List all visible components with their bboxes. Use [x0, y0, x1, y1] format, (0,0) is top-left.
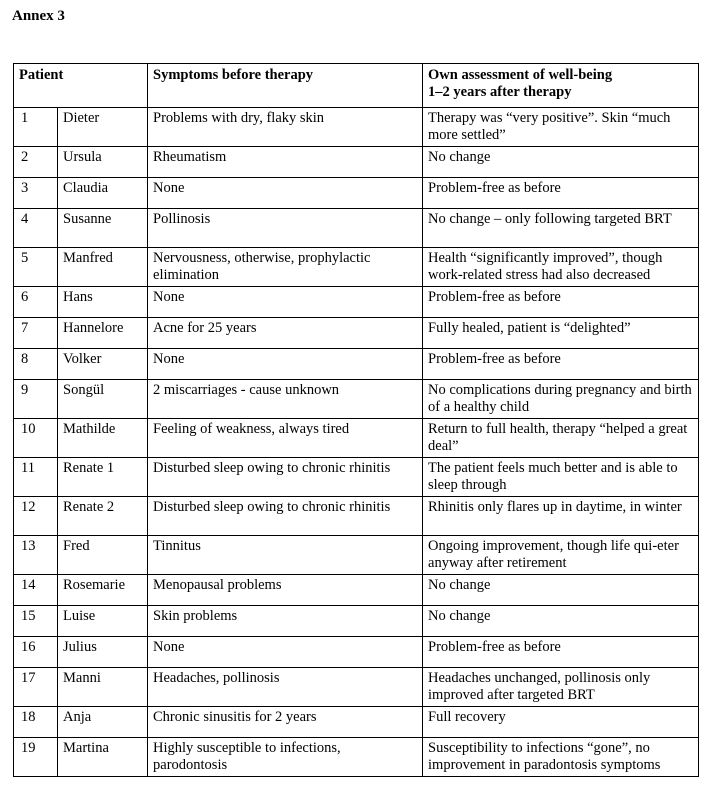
patient-number: 9	[14, 380, 58, 419]
patient-name: Ursula	[58, 147, 148, 178]
patient-number: 13	[14, 536, 58, 575]
patient-number: 15	[14, 606, 58, 637]
table-row	[14, 536, 699, 575]
assessment-cell: Ongoing improvement, though life qui-eter anyway after retirement	[423, 536, 699, 575]
patient-name: Hannelore	[58, 318, 148, 349]
assessment-cell: No change	[423, 606, 699, 637]
symptoms-cell: Skin problems	[148, 606, 423, 637]
table-row	[14, 707, 699, 738]
table-row	[14, 668, 699, 707]
table-row	[14, 497, 699, 536]
patient-table	[13, 63, 699, 777]
assessment-cell: Therapy was “very positive”. Skin “much more settled”	[423, 108, 699, 147]
patient-number: 14	[14, 575, 58, 606]
patient-number: 4	[14, 209, 58, 248]
assessment-cell: Problem-free as before	[423, 349, 699, 380]
patient-number: 17	[14, 668, 58, 707]
patient-name: Dieter	[58, 108, 148, 147]
patient-number: 5	[14, 248, 58, 287]
assessment-cell: Problem-free as before	[423, 287, 699, 318]
symptoms-cell: Chronic sinusitis for 2 years	[148, 707, 423, 738]
header-patient: Patient	[14, 64, 148, 108]
assessment-cell: Headaches unchanged, pollinosis only improved after targeted BRT	[423, 668, 699, 707]
patient-name: Martina	[58, 738, 148, 777]
assessment-cell: Problem-free as before	[423, 637, 699, 668]
patient-name: Fred	[58, 536, 148, 575]
assessment-cell: No complications during pregnancy and birth of a healthy child	[423, 380, 699, 419]
table-row	[14, 349, 699, 380]
symptoms-cell: Disturbed sleep owing to chronic rhinitis	[148, 458, 423, 497]
patient-name: Susanne	[58, 209, 148, 248]
patient-name: Renate 2	[58, 497, 148, 536]
symptoms-cell: Menopausal problems	[148, 575, 423, 606]
patient-number: 1	[14, 108, 58, 147]
symptoms-cell: None	[148, 287, 423, 318]
assessment-cell: Fully healed, patient is “delighted”	[423, 318, 699, 349]
symptoms-cell: Feeling of weakness, always tired	[148, 419, 423, 458]
patient-name: Manni	[58, 668, 148, 707]
table-row	[14, 318, 699, 349]
patient-name: Songül	[58, 380, 148, 419]
symptoms-cell: Problems with dry, flaky skin	[148, 108, 423, 147]
symptoms-cell: 2 miscarriages - cause unknown	[148, 380, 423, 419]
header-assessment-line2: 1–2 years after therapy	[428, 84, 572, 100]
table-header-row	[14, 64, 699, 108]
patient-number: 12	[14, 497, 58, 536]
assessment-cell: No change – only following targeted BRT	[423, 209, 699, 248]
table-row	[14, 458, 699, 497]
header-symptoms: Symptoms before therapy	[148, 64, 423, 108]
assessment-cell: No change	[423, 575, 699, 606]
assessment-cell: No change	[423, 147, 699, 178]
symptoms-cell: Rheumatism	[148, 147, 423, 178]
symptoms-cell: Tinnitus	[148, 536, 423, 575]
patient-name: Hans	[58, 287, 148, 318]
table-row	[14, 380, 699, 419]
patient-name: Mathilde	[58, 419, 148, 458]
patient-name: Anja	[58, 707, 148, 738]
assessment-cell: Full recovery	[423, 707, 699, 738]
header-assessment	[423, 64, 699, 108]
patient-name: Manfred	[58, 248, 148, 287]
symptoms-cell: None	[148, 349, 423, 380]
patient-name: Volker	[58, 349, 148, 380]
table-row	[14, 575, 699, 606]
patient-number: 11	[14, 458, 58, 497]
header-assessment-line1: Own assessment of well-being	[428, 67, 613, 83]
table-row	[14, 147, 699, 178]
symptoms-cell: Disturbed sleep owing to chronic rhinitis	[148, 497, 423, 536]
symptoms-cell: Nervousness, otherwise, prophylactic elimination	[148, 248, 423, 287]
table-row	[14, 606, 699, 637]
patient-number: 16	[14, 637, 58, 668]
patient-number: 8	[14, 349, 58, 380]
patient-number: 3	[14, 178, 58, 209]
patient-name: Julius	[58, 637, 148, 668]
patient-number: 18	[14, 707, 58, 738]
table-row	[14, 248, 699, 287]
assessment-cell: Susceptibility to infections “gone”, no improvement in paradontosis symptoms	[423, 738, 699, 777]
patient-name: Luise	[58, 606, 148, 637]
patient-number: 7	[14, 318, 58, 349]
patient-number: 19	[14, 738, 58, 777]
patient-number: 6	[14, 287, 58, 318]
assessment-cell: Problem-free as before	[423, 178, 699, 209]
assessment-cell: Rhinitis only flares up in daytime, in winter	[423, 497, 699, 536]
patient-number: 10	[14, 419, 58, 458]
assessment-cell: The patient feels much better and is able to sleep through	[423, 458, 699, 497]
table-row	[14, 637, 699, 668]
assessment-cell: Health “significantly improved”, though work-related stress had also decreased	[423, 248, 699, 287]
symptoms-cell: Pollinosis	[148, 209, 423, 248]
symptoms-cell: Highly susceptible to infections, parodontosis	[148, 738, 423, 777]
assessment-cell: Return to full health, therapy “helped a great deal”	[423, 419, 699, 458]
patient-name: Renate 1	[58, 458, 148, 497]
table-row	[14, 738, 699, 777]
table-row	[14, 419, 699, 458]
patient-name: Claudia	[58, 178, 148, 209]
page-title: Annex 3	[12, 8, 65, 24]
table-row	[14, 209, 699, 248]
table-row	[14, 108, 699, 147]
symptoms-cell: Acne for 25 years	[148, 318, 423, 349]
symptoms-cell: Headaches, pollinosis	[148, 668, 423, 707]
symptoms-cell: None	[148, 178, 423, 209]
table-row	[14, 287, 699, 318]
patient-number: 2	[14, 147, 58, 178]
table-row	[14, 178, 699, 209]
patient-name: Rosemarie	[58, 575, 148, 606]
symptoms-cell: None	[148, 637, 423, 668]
